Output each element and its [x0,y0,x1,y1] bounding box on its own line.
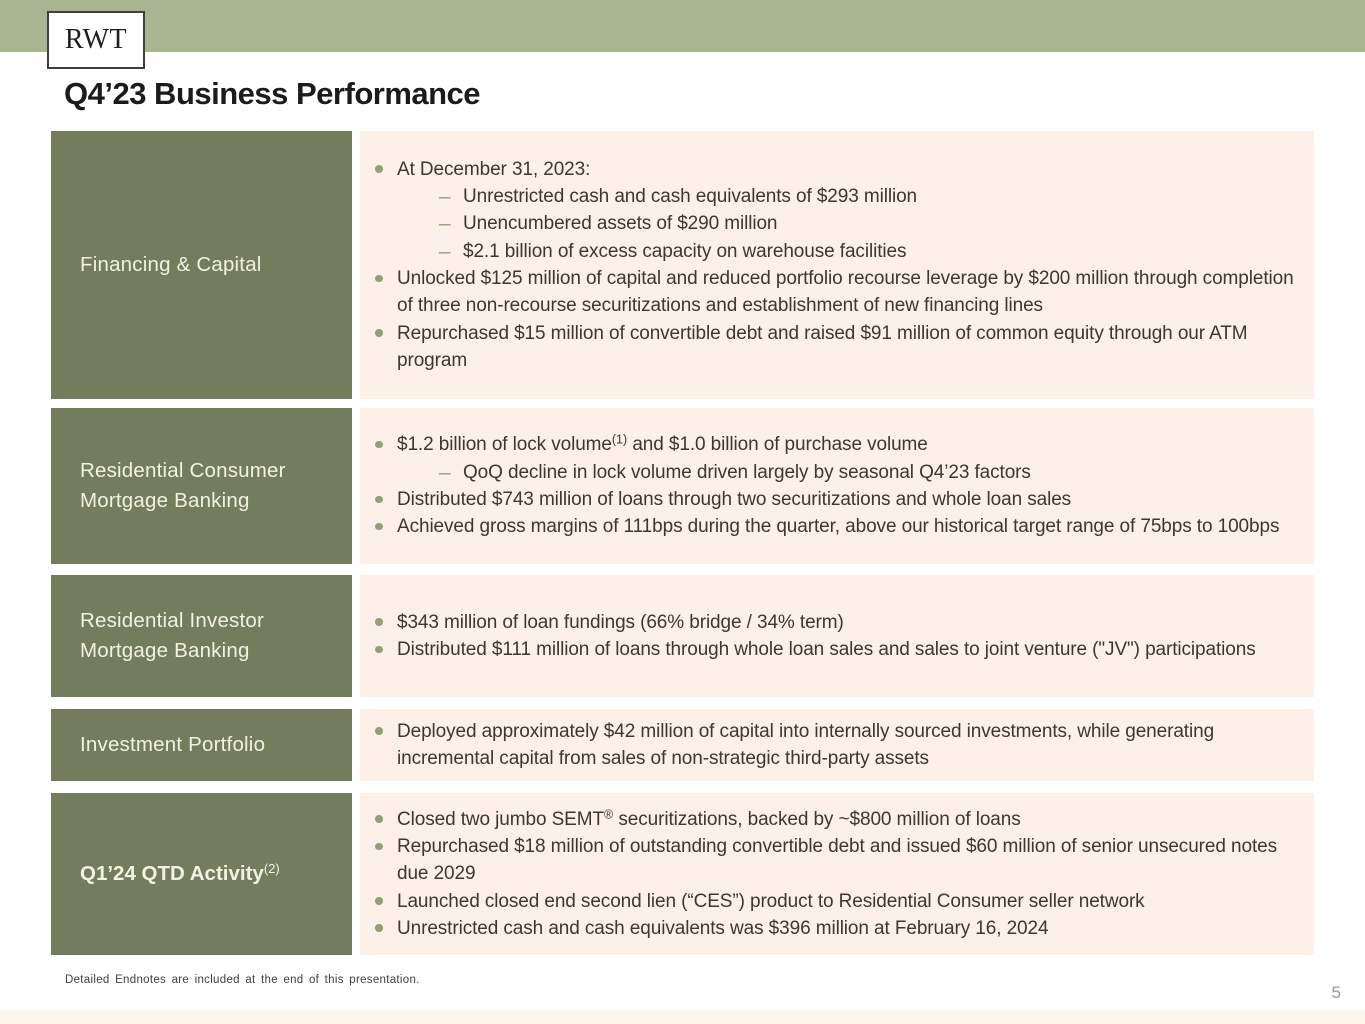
bullet-icon [375,275,383,283]
bullet-text: Unlocked $125 million of capital and reduced portfolio recourse leverage by $200 million through completion of three non-recourse securitizations and establishment of new financing lines [397,268,1294,317]
footnote-marker: (2) [263,861,280,876]
bullet-list [360,806,1296,942]
bullet-item [360,915,1296,942]
bullet-item [360,513,1296,540]
bullet-item [360,718,1296,773]
bullet-text: securitizations, backed by ~$800 million of loans [613,808,1021,830]
bullet-text: Repurchased $15 million of convertible debt and raised $91 million of common equity through our ATM program [397,322,1248,371]
dash-icon [439,210,451,237]
company-logo [47,11,145,69]
bullet-item [360,609,1296,636]
bullet-text: Unrestricted cash and cash equivalents of $293 million [463,186,918,208]
section-label [51,575,352,697]
bullet-text: $1.2 billion of lock volume [397,434,612,456]
bottom-strip [0,1010,1365,1024]
sub-bullet-item [360,238,1296,265]
section-content [360,793,1314,955]
section-label [51,408,352,564]
dash-icon [439,459,451,486]
bullet-text: QoQ decline in lock volume driven largely by seasonal Q4’23 factors [463,461,1031,483]
dash-icon [439,238,451,265]
bullet-text: Repurchased $18 million of outstanding convertible debt and issued $60 million of senior unsecured notes due 2029 [397,836,1277,885]
bullet-list [360,156,1296,374]
bullet-item [360,636,1296,663]
bullet-icon [375,843,383,851]
section-content [360,709,1314,781]
bullet-icon [375,523,383,531]
bullet-list [360,609,1296,664]
section-financing-capital [51,131,1314,399]
section-content [360,131,1314,399]
bullet-item [360,431,1296,458]
section-label-text: Investment Portfolio [80,733,266,756]
bullet-text: Distributed $111 million of loans through whole loan sales and sales to joint venture ("JV") participations [397,639,1256,660]
logo-text: RWT [64,24,128,55]
section-label-text: Residential Consumer Mortgage Banking [80,459,286,512]
bullet-list [360,718,1296,773]
registered-trademark-icon: ® [603,807,614,822]
page-number: 5 [1331,983,1341,1002]
section-content [360,575,1314,697]
bullet-icon [375,815,383,823]
bullet-icon [375,618,383,626]
bullet-icon [375,496,383,504]
bullet-text: Achieved gross margins of 111bps during the quarter, above our historical target range of 75bps to 100bps [397,516,1280,538]
bullet-text: $2.1 billion of excess capacity on warehouse facilities [463,240,907,262]
bullet-icon [375,165,383,173]
sub-bullet-item [360,210,1296,237]
bullet-item [360,320,1296,375]
bullet-text: Deployed approximately $42 million of capital into internally sourced investments, while generating incremental capital from sales of non-strategic third-party assets [397,720,1215,769]
section-residential-investor [51,575,1314,697]
section-label-text: Residential Investor Mortgage Banking [80,609,265,662]
endnotes-footnote: Detailed Endnotes are included at the end of this presentation. [65,974,420,986]
bullet-text: Unencumbered assets of $290 million [463,213,778,235]
bullet-item [360,833,1296,888]
bullet-item [360,156,1296,183]
footnote-marker: (1) [611,432,628,447]
section-label [51,793,352,955]
bullet-icon [375,897,383,905]
dash-icon [439,183,451,210]
bullet-text: Closed two jumbo SEMT [397,808,604,830]
bullet-text: $343 million of loan fundings (66% bridge / 34% term) [397,611,844,633]
page-title: Q4’23 Business Performance [64,76,481,111]
section-label [51,131,352,399]
section-label-text: Financing & Capital [80,253,262,276]
section-investment-portfolio [51,709,1314,781]
bullet-icon [375,924,383,932]
sub-bullet-item [360,183,1296,210]
bullet-item [360,888,1296,915]
bullet-icon [375,329,383,337]
bullet-text: At December 31, 2023: [397,158,591,180]
bullet-icon [375,646,383,654]
bullet-text: Launched closed end second lien (“CES”) product to Residential Consumer seller network [397,890,1145,912]
bullet-item [360,265,1296,320]
bullet-icon [375,727,383,735]
bullet-text: and $1.0 billion of purchase volume [627,434,928,456]
section-label [51,709,352,781]
section-content [360,408,1314,564]
bullet-text: Distributed $743 million of loans through two securitizations and whole loan sales [397,489,1072,510]
bullet-item [360,486,1296,513]
section-q1-24-qtd-activity [51,793,1314,955]
sub-bullet-item [360,459,1296,486]
bullet-text: Unrestricted cash and cash equivalents was $396 million at February 16, 2024 [397,917,1049,939]
section-label-text: Q1’24 QTD Activity$^{(2)}$ [80,861,280,885]
bullet-item [360,806,1296,833]
bullet-icon [375,441,383,449]
top-banner [0,0,1365,52]
sections-container [51,131,1314,955]
bullet-list [360,431,1296,540]
section-residential-consumer [51,408,1314,564]
